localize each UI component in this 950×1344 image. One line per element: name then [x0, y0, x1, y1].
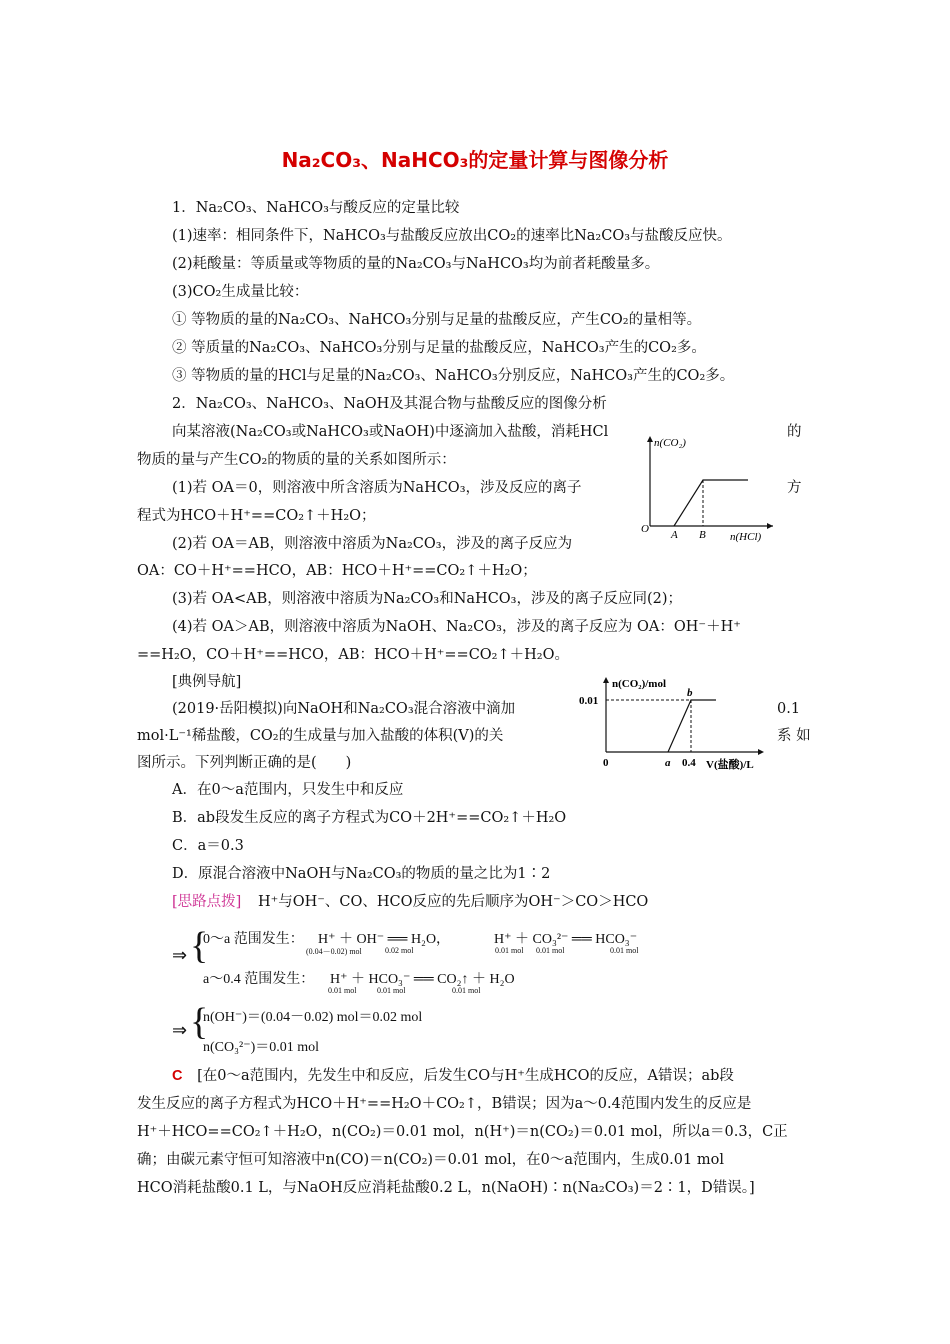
derivation-row1-range: 0～a 范围发生：	[203, 932, 304, 947]
derivation-row2-eq: H⁺ ＋ HCO₃⁻ ══ CO₂↑ ＋ H₂O	[330, 972, 515, 987]
derivation-brace-2: {	[190, 1001, 209, 1043]
graph1-y-label: n(CO₂)	[654, 437, 686, 449]
example-question-1b: 0.1	[777, 701, 801, 717]
answer-line-1	[172, 1066, 734, 1086]
option-b: B．ab段发生反应的离子方程式为CO＋2H⁺==CO₂↑＋H₂O	[172, 810, 567, 826]
section1-item-1: ① 等物质的量的Na₂CO₃、NaHCO₃分别与足量的盐酸反应，产生CO₂的量相等。	[172, 312, 702, 328]
derivation-row2-sub-3: 0.01 mol	[452, 986, 481, 995]
section2-intro-1a: 向某溶液(Na₂CO₃或NaHCO₃或NaOH)中逐滴加入盐酸，消耗HCl	[172, 424, 609, 440]
answer-letter: C	[172, 1068, 183, 1084]
answer-line-3: H⁺＋HCO==CO₂↑＋H₂O，n(CO₂)＝0.01 mol，n(H⁺)＝n(CO₂)＝0.01 mol，所以a＝0.3，C正	[137, 1124, 788, 1140]
example-heading: [典例导航]	[172, 674, 242, 690]
graph1-point-a: A	[671, 529, 678, 541]
graph2-x-tick: 0.4	[682, 757, 696, 769]
example-question-3: 图所示。下列判断正确的是( )	[137, 755, 352, 771]
derivation-row4: n(CO₃²⁻)＝0.01 mol	[203, 1040, 320, 1055]
graph1-point-b: B	[699, 529, 706, 541]
derivation-row2-sub-2: 0.01 mol	[377, 986, 406, 995]
section2-case1b: 方	[787, 480, 802, 496]
derivation-row2-sub-1: 0.01 mol	[328, 986, 357, 995]
section2-case4b: ==H₂O，CO＋H⁺==HCO，AB：HCO＋H⁺==CO₂↑＋H₂O。	[137, 647, 569, 663]
derivation-row1-sub-b3: 0.01 mol	[610, 946, 639, 955]
option-a: A．在0～a范围内，只发生中和反应	[172, 782, 404, 798]
section2-case2b: OA：CO＋H⁺==HCO，AB：HCO＋H⁺==CO₂↑＋H₂O；	[137, 563, 537, 579]
graph2-y-label: n(CO₂)/mol	[612, 678, 667, 690]
section2-case1a: (1)若 OA＝0，则溶液中所含溶质为NaHCO₃，涉及反应的离子	[172, 480, 582, 496]
hint-label: [思路点拨]	[172, 894, 242, 910]
derivation-brace-1: {	[190, 925, 209, 967]
derivation-row1-sub-b1: 0.01 mol	[495, 946, 524, 955]
section1-rate: (1)速率：相同条件下，NaHCO₃与盐酸反应放出CO₂的速率比Na₂CO₃与盐酸反应快。	[172, 228, 732, 244]
answer-line-4: 确；由碳元素守恒可知溶液中n(CO)＝n(CO₂)＝0.01 mol，在0～a范围内，生成0.01 mol	[137, 1152, 724, 1168]
derivation-row1-eq-b: H⁺ ＋ CO₃²⁻ ══ HCO₃⁻	[494, 932, 638, 947]
derivation-row1-sub-a1: (0.04－0.02) mol	[306, 947, 362, 956]
page-title: Na₂CO₃、NaHCO₃的定量计算与图像分析	[281, 148, 669, 172]
graph2-origin: 0	[603, 757, 609, 769]
graph2-point-b: b	[687, 687, 693, 699]
derivation-row3: n(OH⁻)＝(0.04－0.02) mol＝0.02 mol	[203, 1010, 423, 1025]
option-d: D．原混合溶液中NaOH与Na₂CO₃的物质的量之比为1∶2	[172, 866, 551, 882]
section2-case3: (3)若 OA<AB，则溶液中溶质为Na₂CO₃和NaHCO₃，涉及的离子反应同(2)；	[172, 591, 683, 607]
section1-co2-title: (3)CO₂生成量比较：	[172, 284, 309, 300]
hint-text: H⁺与OH⁻、CO、HCO反应的先后顺序为OH⁻＞CO＞HCO	[257, 894, 649, 910]
graph2-point-a: a	[665, 757, 671, 769]
section2-case1c: 程式为HCO＋H⁺==CO₂↑＋H₂O；	[137, 508, 376, 524]
graph-2	[576, 672, 776, 772]
example-question-2b: 系 如	[777, 728, 811, 744]
derivation-arrow-1: ⇒	[172, 945, 188, 965]
graph1-x-label: n(HCl)	[730, 531, 762, 543]
section1-item-2: ② 等质量的Na₂CO₃、NaHCO₃分别与足量的盐酸反应，NaHCO₃产生的CO₂多。	[172, 340, 706, 356]
graph2-y-tick: 0.01	[579, 695, 599, 707]
section1-acid: (2)耗酸量：等质量或等物质的量的Na₂CO₃与NaHCO₃均为前者耗酸量多。	[172, 256, 660, 272]
section1-heading: 1．Na₂CO₃、NaHCO₃与酸反应的定量比较	[172, 200, 460, 216]
derivation-row1-eq-a: H⁺ ＋ OH⁻ ══ H₂O，	[318, 932, 451, 947]
section2-case4a: (4)若 OA＞AB，则溶液中溶质为NaOH、Na₂CO₃，涉及的离子反应为 OA：OH⁻＋H⁺	[172, 619, 741, 635]
example-question-2a: mol·L⁻¹稀盐酸，CO₂的生成量与加入盐酸的体积(V)的关	[137, 728, 504, 744]
answer-line-5: HCO消耗盐酸0.1 L，与NaOH反应消耗盐酸0.2 L，n(NaOH)∶n(Na₂CO₃)＝2∶1，D错误。]	[137, 1180, 755, 1196]
section2-intro-2: 物质的量与产生CO₂的物质的量的关系如图所示：	[137, 452, 456, 468]
derivation-arrow-2: ⇒	[172, 1020, 188, 1040]
option-c: C．a＝0.3	[172, 838, 244, 854]
answer-line-2: 发生反应的离子方程式为HCO＋H⁺==H₂O＋CO₂↑，B错误；因为a～0.4范围内发生的反应是	[137, 1096, 752, 1112]
section2-case2a: (2)若 OA＝AB，则溶液中溶质为Na₂CO₃，涉及的离子反应为	[172, 536, 573, 552]
graph2-x-label: V(盐酸)/L	[706, 759, 754, 771]
derivation-row1-sub-a2: 0.02 mol	[385, 946, 414, 955]
hint-line	[172, 892, 648, 912]
derivation-row1-sub-b2: 0.01 mol	[536, 946, 565, 955]
section2-heading: 2．Na₂CO₃、NaHCO₃、NaOH及其混合物与盐酸反应的图像分析	[172, 396, 607, 412]
section2-intro-1b: 的	[787, 424, 802, 440]
example-question-1a: (2019·岳阳模拟)向NaOH和Na₂CO₃混合溶液中滴加	[172, 701, 516, 717]
section1-item-3: ③ 等物质的量的HCl与足量的Na₂CO₃、NaHCO₃分别反应，NaHCO₃产生的CO₂多。	[172, 368, 735, 384]
answer-text-1: [在0～a范围内，先发生中和反应，后发生CO与H⁺生成HCO的反应，A错误；ab段	[197, 1068, 734, 1084]
graph1-origin: O	[641, 523, 649, 535]
graph-1	[638, 428, 780, 546]
derivation-row2-range: a～0.4 范围发生：	[203, 972, 315, 987]
